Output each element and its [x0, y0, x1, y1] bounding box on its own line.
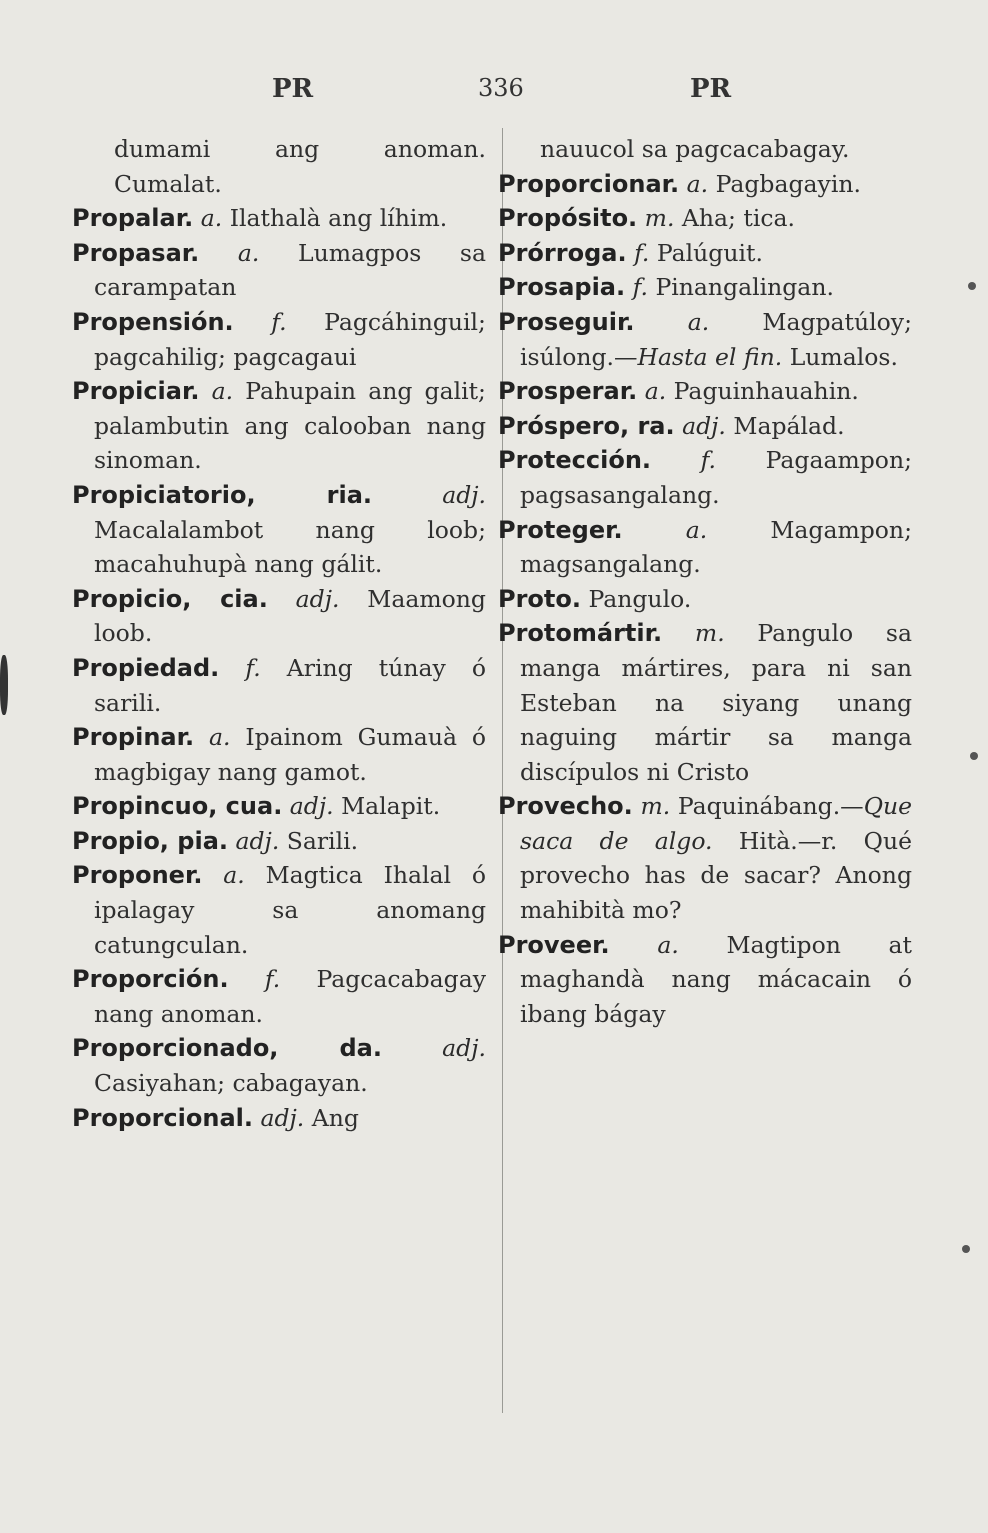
entry-definition: Pagcáhinguil; pagcahilig; pagcagaui	[94, 307, 486, 371]
entry-translation: Hità.—r. Qué provecho has de sacar? Anong mahibità mo?	[520, 826, 912, 925]
ink-speck	[970, 752, 978, 760]
entry-definition: Pinangalingan.	[655, 273, 834, 302]
entry-grammar: adj.	[260, 1103, 305, 1132]
entry-headword: Protomártir.	[498, 619, 663, 648]
entry-grammar: m.	[640, 792, 671, 821]
entry-definition: Pagaampon; pagsasangalang.	[520, 446, 912, 509]
entry-headword: Propinar.	[72, 723, 195, 752]
entry-headword: Propincuo, cua.	[72, 792, 283, 821]
entry-headword: Propósito.	[498, 204, 638, 233]
entry-definition: Ilathalà ang líhim.	[229, 204, 448, 233]
dictionary-entry	[72, 305, 486, 374]
dictionary-entry	[72, 824, 486, 859]
entry-definition: Magampon; magsangalang.	[520, 515, 912, 579]
dictionary-entry	[498, 167, 912, 202]
entry-headword: Propio, pia.	[72, 826, 228, 855]
entry-definition: Paquinábang.—	[677, 792, 864, 821]
dictionary-entry	[114, 132, 486, 201]
dictionary-entry	[72, 1101, 486, 1136]
entry-grammar: adj.	[442, 480, 486, 509]
entry-grammar: a.	[237, 238, 260, 267]
entry-grammar: f.	[632, 273, 648, 302]
entry-grammar: a.	[687, 307, 710, 336]
entry-headword: Propiciar.	[72, 377, 200, 406]
entry-grammar: f.	[700, 446, 717, 475]
entry-grammar: adj.	[682, 411, 726, 440]
entry-definition: Pagcacabagay nang anoman.	[94, 965, 486, 1028]
dictionary-entry	[498, 789, 912, 927]
entry-definition: Ipainom Gumauà ó magbigay nang gamot.	[94, 723, 486, 786]
dictionary-entry	[498, 236, 912, 271]
entry-grammar: a.	[200, 204, 223, 233]
entry-headword: Protección.	[498, 446, 652, 475]
entry-grammar: a.	[211, 377, 234, 406]
right-column	[498, 132, 912, 1031]
left-column	[72, 132, 486, 1135]
entry-headword: Proponer.	[72, 861, 203, 890]
entry-grammar: adj.	[235, 826, 280, 855]
page-edge-mark	[0, 655, 8, 715]
entry-definition: Pagbagayin.	[715, 169, 861, 198]
entry-definition: Aha; tica.	[681, 204, 796, 233]
dictionary-entry	[72, 962, 486, 1031]
dictionary-entry	[72, 1031, 486, 1100]
entry-headword: Proseguir.	[498, 307, 635, 336]
header-left-guide: PR	[272, 74, 314, 104]
dictionary-entry	[540, 132, 912, 167]
dictionary-entry	[498, 201, 912, 236]
entry-headword: Próspero, ra.	[498, 411, 675, 440]
entry-definition: Maamong loob.	[94, 584, 486, 648]
entry-grammar: a.	[685, 515, 708, 544]
dictionary-entry	[498, 928, 912, 1032]
entry-headword: Propicio, cia.	[72, 584, 268, 613]
entry-grammar: adj.	[442, 1034, 486, 1063]
dictionary-entry	[498, 270, 912, 305]
dictionary-entry	[72, 236, 486, 305]
entry-definition: Paguinhauahin.	[673, 377, 859, 406]
entry-headword: Propasar.	[72, 238, 200, 267]
entry-headword: Propalar.	[72, 204, 194, 233]
header-right-guide: PR	[690, 74, 732, 104]
entry-headword: Propensión.	[72, 307, 234, 336]
entry-grammar: a.	[657, 930, 679, 959]
entry-definition: Macalalambot nang loob; macahuhupà nang gálit.	[94, 515, 486, 579]
entry-headword: Propiciatorio, ria.	[72, 480, 373, 509]
entry-grammar: adj.	[289, 792, 334, 821]
entry-grammar: f.	[634, 238, 650, 267]
entry-headword: Prosapia.	[498, 273, 626, 302]
page-number: 336	[478, 74, 524, 102]
dictionary-entry	[498, 374, 912, 409]
dictionary-entry	[72, 582, 486, 651]
entry-definition: Aring túnay ó sarili.	[94, 653, 486, 717]
entry-continuation: dumami ang anoman. Cumalat.	[114, 135, 486, 198]
ink-speck	[962, 1245, 970, 1253]
entry-grammar: f.	[264, 965, 281, 994]
entry-definition: Mapálad.	[733, 411, 845, 440]
dictionary-entry	[498, 443, 912, 512]
page-header	[0, 74, 988, 114]
entry-headword: Proteger.	[498, 515, 623, 544]
dictionary-entry	[498, 616, 912, 789]
entry-grammar: a.	[686, 169, 709, 198]
entry-definition: Lumagpos sa carampatan	[94, 238, 486, 302]
dictionary-entry	[498, 409, 912, 444]
entry-definition: Pahupain ang galit; palambutin ang calooban nang sinoman.	[94, 377, 486, 475]
entry-grammar: m.	[694, 619, 725, 648]
dictionary-entry	[498, 582, 912, 617]
entry-headword: Provecho.	[498, 792, 633, 821]
dictionary-entry	[498, 305, 912, 374]
dictionary-entry	[72, 858, 486, 962]
entry-definition: Sarili.	[286, 826, 359, 855]
entry-definition: Malapit.	[341, 792, 441, 821]
entry-grammar: m.	[644, 204, 675, 233]
entry-headword: Proporcionado, da.	[72, 1034, 382, 1063]
entry-definition: Palúguit.	[656, 238, 763, 267]
dictionary-entry	[72, 374, 486, 478]
ink-speck	[968, 282, 976, 290]
entry-grammar: a.	[644, 377, 667, 406]
entry-example: Hasta el fin.	[637, 342, 783, 371]
entry-definition: Casiyahan; cabagayan.	[94, 1069, 368, 1098]
dictionary-entry	[72, 789, 486, 824]
entry-translation: Lumalos.	[789, 342, 898, 371]
entry-example: Que saca de algo.	[520, 792, 912, 855]
entry-headword: Proveer.	[498, 930, 610, 959]
entry-definition: Pangulo sa manga mártires, para ni san Esteban na siyang unang naguing mártir sa manga discípulos ni Cristo	[520, 619, 912, 786]
entry-definition: Pangulo.	[588, 584, 692, 613]
dictionary-entry	[72, 651, 486, 720]
entry-headword: Prórroga.	[498, 238, 627, 267]
entry-headword: Proporción.	[72, 965, 229, 994]
entry-continuation: nauucol sa pagcacabagay.	[540, 135, 850, 163]
dictionary-entry	[72, 478, 486, 582]
entry-headword: Proporcionar.	[498, 169, 680, 198]
entry-grammar: a.	[223, 861, 245, 890]
entry-headword: Proporcional.	[72, 1103, 253, 1132]
entry-headword: Prosperar.	[498, 377, 638, 406]
entry-grammar: adj.	[295, 584, 340, 613]
dictionary-entry	[72, 201, 486, 236]
entry-definition: Magpatúloy; isúlong.—	[520, 307, 912, 371]
dictionary-entry	[498, 513, 912, 582]
entry-definition: Magtica Ihalal ó ipalagay sa anomang catungculan.	[94, 861, 486, 959]
entry-grammar: f.	[245, 653, 261, 682]
entry-headword: Proto.	[498, 584, 581, 613]
entry-grammar: a.	[209, 723, 231, 752]
entry-definition: Ang	[311, 1103, 359, 1132]
dictionary-entry	[72, 720, 486, 789]
entry-grammar: f.	[271, 307, 287, 336]
entry-headword: Propiedad.	[72, 653, 220, 682]
entry-definition: Magtipon at maghandà nang mácacain ó ibang bágay	[520, 930, 912, 1028]
